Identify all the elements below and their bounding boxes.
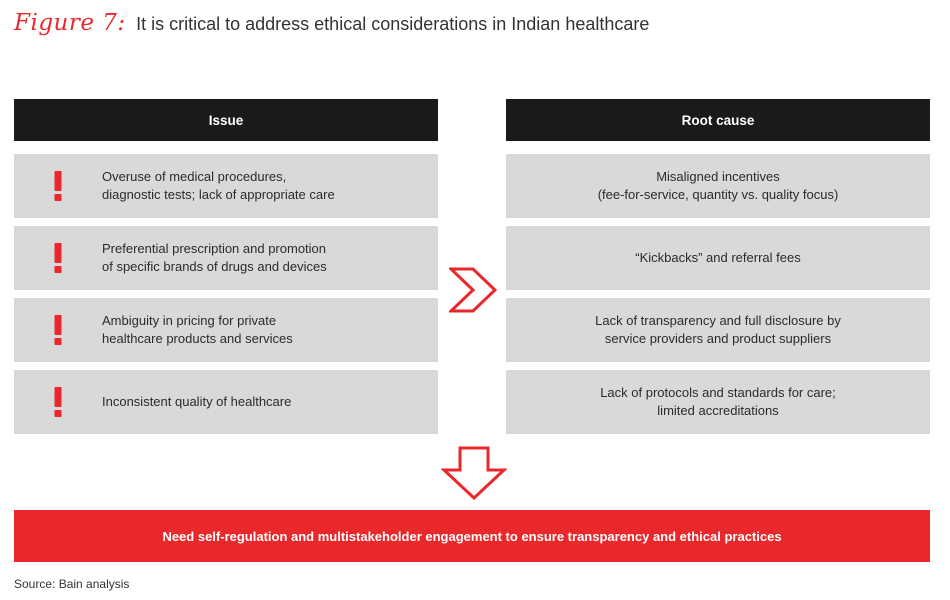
issue-row — [14, 226, 438, 290]
root-cause-row: “Kickbacks” and referral fees — [506, 226, 930, 290]
figure-title-text: It is critical to address ethical considerations in Indian healthcare — [136, 14, 650, 34]
conclusion-banner: Need self-regulation and multistakeholder engagement to ensure transparency and ethical practices — [14, 510, 930, 562]
exclamation-icon — [14, 315, 102, 345]
down-arrow-icon — [441, 446, 507, 500]
issue-text: Ambiguity in pricing for private healthcare products and services — [102, 313, 293, 346]
source-note: Source: Bain analysis — [14, 577, 130, 591]
chevron-right-arrow-icon — [449, 266, 497, 314]
exclamation-icon — [14, 171, 102, 201]
figure-title — [14, 10, 649, 36]
exclamation-icon — [14, 387, 102, 417]
figure-label: Figure 7: — [14, 10, 126, 36]
issue-row — [14, 154, 438, 218]
root-cause-column-header: Root cause — [506, 99, 930, 141]
root-cause-row: Lack of protocols and standards for care; limited accreditations — [506, 370, 930, 434]
issue-column-header: Issue — [14, 99, 438, 141]
issue-row — [14, 370, 438, 434]
root-cause-row: Lack of transparency and full disclosure by service providers and product suppliers — [506, 298, 930, 362]
exclamation-icon — [14, 243, 102, 273]
issue-row — [14, 298, 438, 362]
root-cause-row: Misaligned incentives (fee-for-service, quantity vs. quality focus) — [506, 154, 930, 218]
issue-text: Overuse of medical procedures, diagnostic tests; lack of appropriate care — [102, 169, 335, 202]
issue-text: Inconsistent quality of healthcare — [102, 394, 292, 409]
issue-text: Preferential prescription and promotion of specific brands of drugs and devices — [102, 241, 327, 274]
